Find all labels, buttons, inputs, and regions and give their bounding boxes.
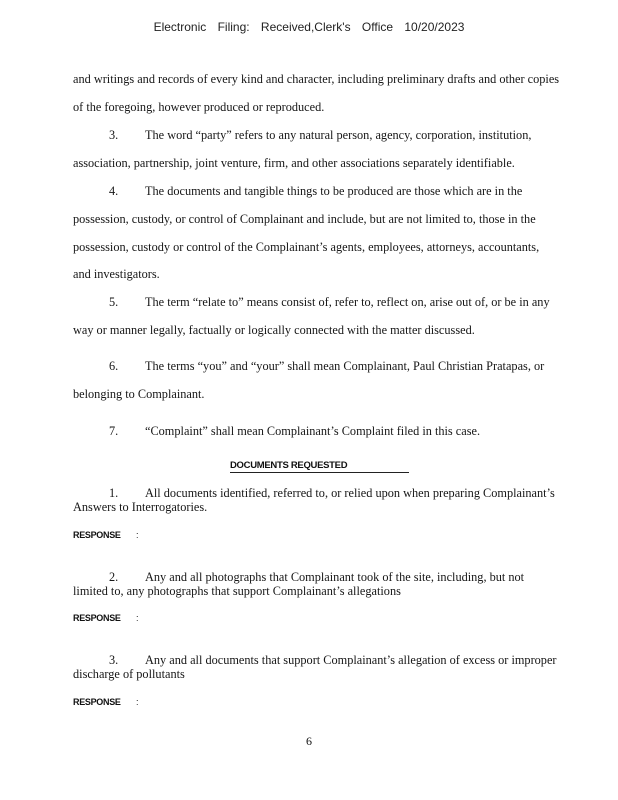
definition-text: The word “party” refers to any natural person, agency, corporation, institution,	[145, 128, 532, 142]
definition-text: The terms “you” and “your” shall mean Complainant, Paul Christian Pratapas, or	[145, 359, 545, 373]
request-text: All documents identified, referred to, or relied upon when preparing Complainant’s	[145, 486, 555, 500]
body-line: of the foregoing, however produced or reproduced.	[73, 100, 325, 114]
definition-text: “Complaint” shall mean Complainant’s Complaint filed in this case.	[145, 424, 481, 438]
request-1	[109, 486, 555, 501]
response-colon: :	[136, 697, 139, 707]
response-label	[73, 613, 139, 623]
response-label	[73, 530, 139, 540]
request-text: Any and all documents that support Complainant’s allegation of excess or improper	[145, 653, 557, 667]
response-colon: :	[136, 613, 139, 623]
request-text: Any and all photographs that Complainant took of the site, including, but not	[145, 570, 525, 584]
response-label-text: RESPONSE	[73, 697, 121, 707]
definition-4	[109, 184, 522, 199]
efiling-header: Electronic Filing: Received,Clerk's Office 10/20/2023	[153, 20, 465, 34]
request-number: 2.	[109, 570, 119, 584]
request-text: Answers to Interrogatories.	[73, 500, 208, 514]
body-line: way or manner legally, factually or logically connected with the matter discussed.	[73, 323, 475, 337]
definition-6	[109, 359, 544, 374]
body-line: association, partnership, joint venture, firm, and other associations separately identifiable.	[73, 156, 515, 170]
request-3	[109, 653, 557, 668]
request-text: discharge of pollutants	[73, 667, 185, 681]
response-label-text: RESPONSE	[73, 613, 121, 623]
body-line: possession, custody or control of the Complainant’s agents, employees, attorneys, accountants,	[73, 240, 540, 254]
body-line: possession, custody, or control of Complainant and include, but are not limited to, those in the	[73, 212, 536, 226]
page-number: 6	[306, 734, 312, 748]
definition-text: The term “relate to” means consist of, refer to, reflect on, arise out of, or be in any	[145, 295, 550, 309]
request-number: 3.	[109, 653, 119, 667]
response-colon: :	[136, 530, 139, 540]
definition-number: 6.	[109, 359, 119, 373]
definition-number: 4.	[109, 184, 119, 198]
definition-number: 3.	[109, 128, 119, 142]
definition-3	[109, 128, 531, 143]
definition-text: The documents and tangible things to be produced are those which are in the	[145, 184, 523, 198]
section-heading: DOCUMENTS REQUESTED	[230, 460, 409, 473]
response-label	[73, 697, 139, 707]
definition-5	[109, 295, 550, 310]
definition-number: 5.	[109, 295, 119, 309]
response-label-text: RESPONSE	[73, 530, 121, 540]
body-line: belonging to Complainant.	[73, 387, 205, 401]
body-line: and investigators.	[73, 267, 160, 281]
definition-7	[109, 424, 480, 439]
body-line: and writings and records of every kind and character, including preliminary drafts and other copies	[73, 72, 560, 86]
request-text: limited to, any photographs that support Complainant’s allegations	[73, 584, 401, 598]
definition-number: 7.	[109, 424, 119, 438]
request-number: 1.	[109, 486, 119, 500]
request-2	[109, 570, 524, 585]
